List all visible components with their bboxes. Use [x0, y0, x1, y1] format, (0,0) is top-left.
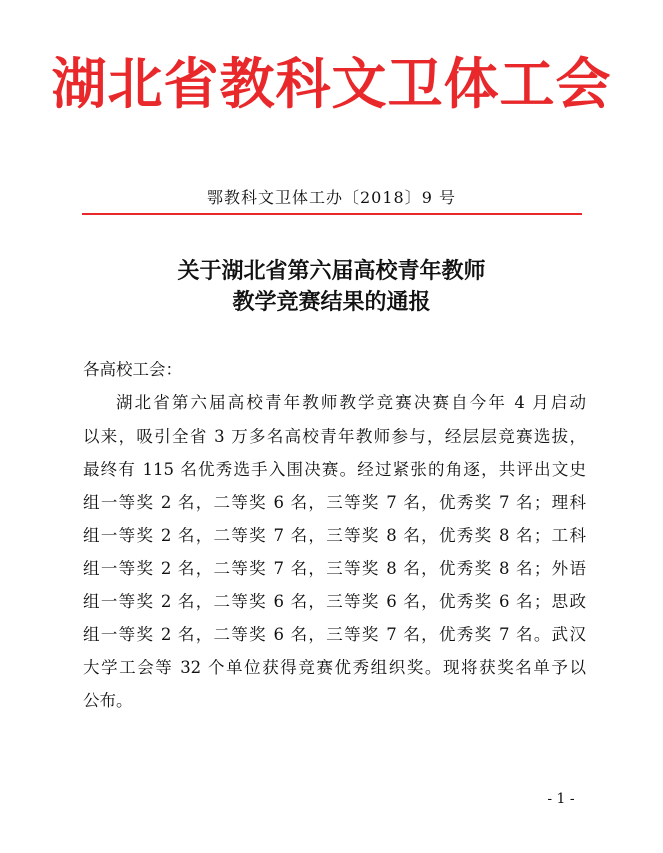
page-number: - 1 -: [547, 791, 575, 807]
body-paragraph-line: 大学工会等 32 个单位获得竞赛优秀组织奖。现将获奖名单予以: [83, 658, 586, 677]
body-paragraph-line: 以来，吸引全省 3 万多名高校青年教师参与，经层层竞赛选拔，: [83, 427, 586, 446]
body-paragraph-line: 最终有 115 名优秀选手入围决赛。经过紧张的角逐，共评出文史: [83, 460, 586, 479]
organization-header: 湖北省教科文卫体工会: [51, 51, 612, 116]
document-number: 鄂教科文卫体工办〔2018〕9 号: [207, 188, 456, 207]
body-paragraph-line: 组一等奖 2 名，二等奖 7 名，三等奖 8 名，优秀奖 8 名；工科: [83, 526, 586, 545]
body-paragraph-line: 公布。: [83, 691, 133, 710]
red-divider-line: [82, 213, 582, 215]
document-title-line-1: 关于湖北省第六届高校青年教师: [177, 258, 486, 284]
body-paragraph-line: 湖北省第六届高校青年教师教学竞赛决赛自今年 4 月启动: [116, 393, 586, 412]
document-title-line-2: 教学竞赛结果的通报: [232, 289, 431, 315]
body-paragraph-line: 组一等奖 2 名，二等奖 6 名，三等奖 7 名，优秀奖 7 名；理科: [83, 493, 586, 512]
body-paragraph-line: 组一等奖 2 名，二等奖 6 名，三等奖 6 名，优秀奖 6 名；思政: [83, 592, 586, 611]
body-paragraph-line: 组一等奖 2 名，二等奖 6 名，三等奖 7 名，优秀奖 7 名。武汉: [83, 625, 586, 644]
body-paragraph-line: 组一等奖 2 名，二等奖 7 名，三等奖 8 名，优秀奖 8 名；外语: [83, 559, 586, 578]
salutation: 各高校工会：: [83, 360, 182, 379]
